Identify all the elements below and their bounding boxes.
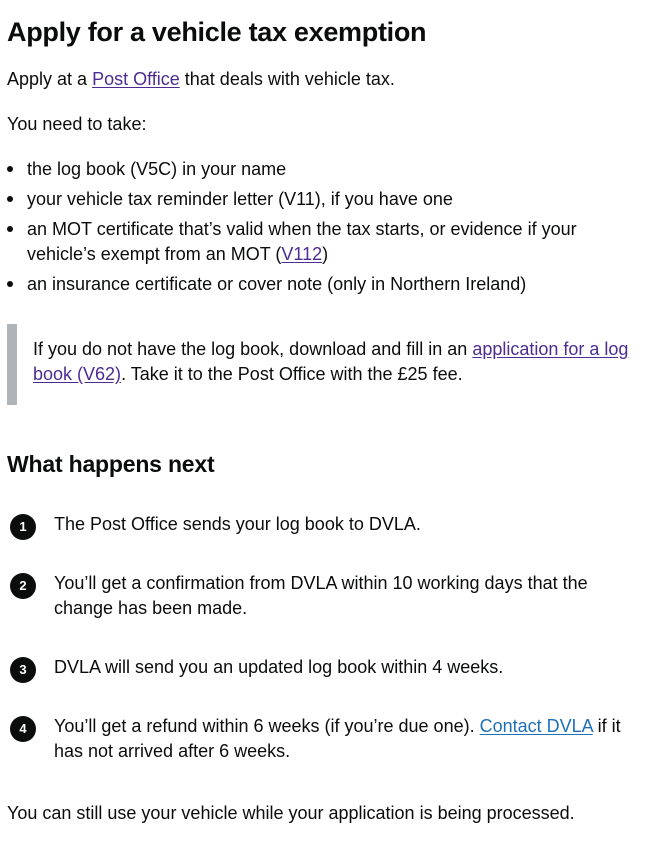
contact-dvla-link[interactable]: Contact DVLA: [479, 716, 593, 736]
inset-text-before: If you do not have the log book, download and fill in an: [33, 339, 473, 359]
step-item: [7, 571, 637, 621]
step-text: You’ll get a refund within 6 weeks (if you’re due one).: [54, 716, 480, 736]
what-happens-next-heading: What happens next: [7, 451, 215, 477]
intro-text-after: that deals with vehicle tax.: [179, 69, 395, 89]
step-text-after: if it has not arrived after 6 weeks.: [54, 716, 621, 761]
step-number-icon: 1: [10, 514, 36, 540]
list-item: [7, 187, 637, 212]
steps-list: [7, 512, 637, 764]
step-item: [7, 512, 637, 537]
step-item: [7, 714, 637, 764]
list-item: [7, 157, 637, 182]
step-number-icon: 3: [10, 657, 36, 683]
intro-text-before: Apply at a: [7, 69, 93, 89]
inset-text: [7, 324, 637, 405]
step-text: You’ll get a confirmation from DVLA within 10 working days that the change has been made.: [54, 573, 588, 618]
page-title: Apply for a vehicle tax exemption: [7, 17, 427, 47]
list-item-text: the log book (V5C) in your name: [27, 159, 287, 179]
step-number-icon: 2: [10, 573, 36, 599]
list-item-text: an MOT certificate that’s valid when the tax starts, or evidence if your vehicle’s exempt from an MOT (: [27, 219, 577, 264]
list-item-text: your vehicle tax reminder letter (V11), if you have one: [27, 189, 453, 209]
list-item: [7, 217, 637, 267]
take-label: You need to take:: [7, 114, 147, 134]
bullet-icon: [7, 281, 13, 287]
intro-paragraph: [7, 67, 637, 92]
bullet-icon: [7, 196, 13, 202]
step-number-icon: 4: [10, 716, 36, 742]
bullet-icon: [7, 166, 13, 172]
required-documents-list: [7, 157, 637, 297]
post-office-link[interactable]: Post Office: [92, 69, 180, 89]
v62-application-link[interactable]: application for a log book (V62): [33, 339, 629, 384]
step-text: DVLA will send you an updated log book within 4 weeks.: [54, 657, 504, 677]
v112-link[interactable]: V112: [281, 244, 323, 264]
list-item: [7, 272, 637, 297]
bullet-icon: [7, 226, 13, 232]
step-text: The Post Office sends your log book to DVLA.: [54, 514, 421, 534]
list-item-text: an insurance certificate or cover note (only in Northern Ireland): [27, 274, 527, 294]
step-item: [7, 655, 637, 680]
inset-text-after: . Take it to the Post Office with the £25 fee.: [121, 364, 463, 384]
list-item-text-after: ): [322, 244, 329, 264]
final-note: You can still use your vehicle while your application is being processed.: [7, 803, 575, 823]
